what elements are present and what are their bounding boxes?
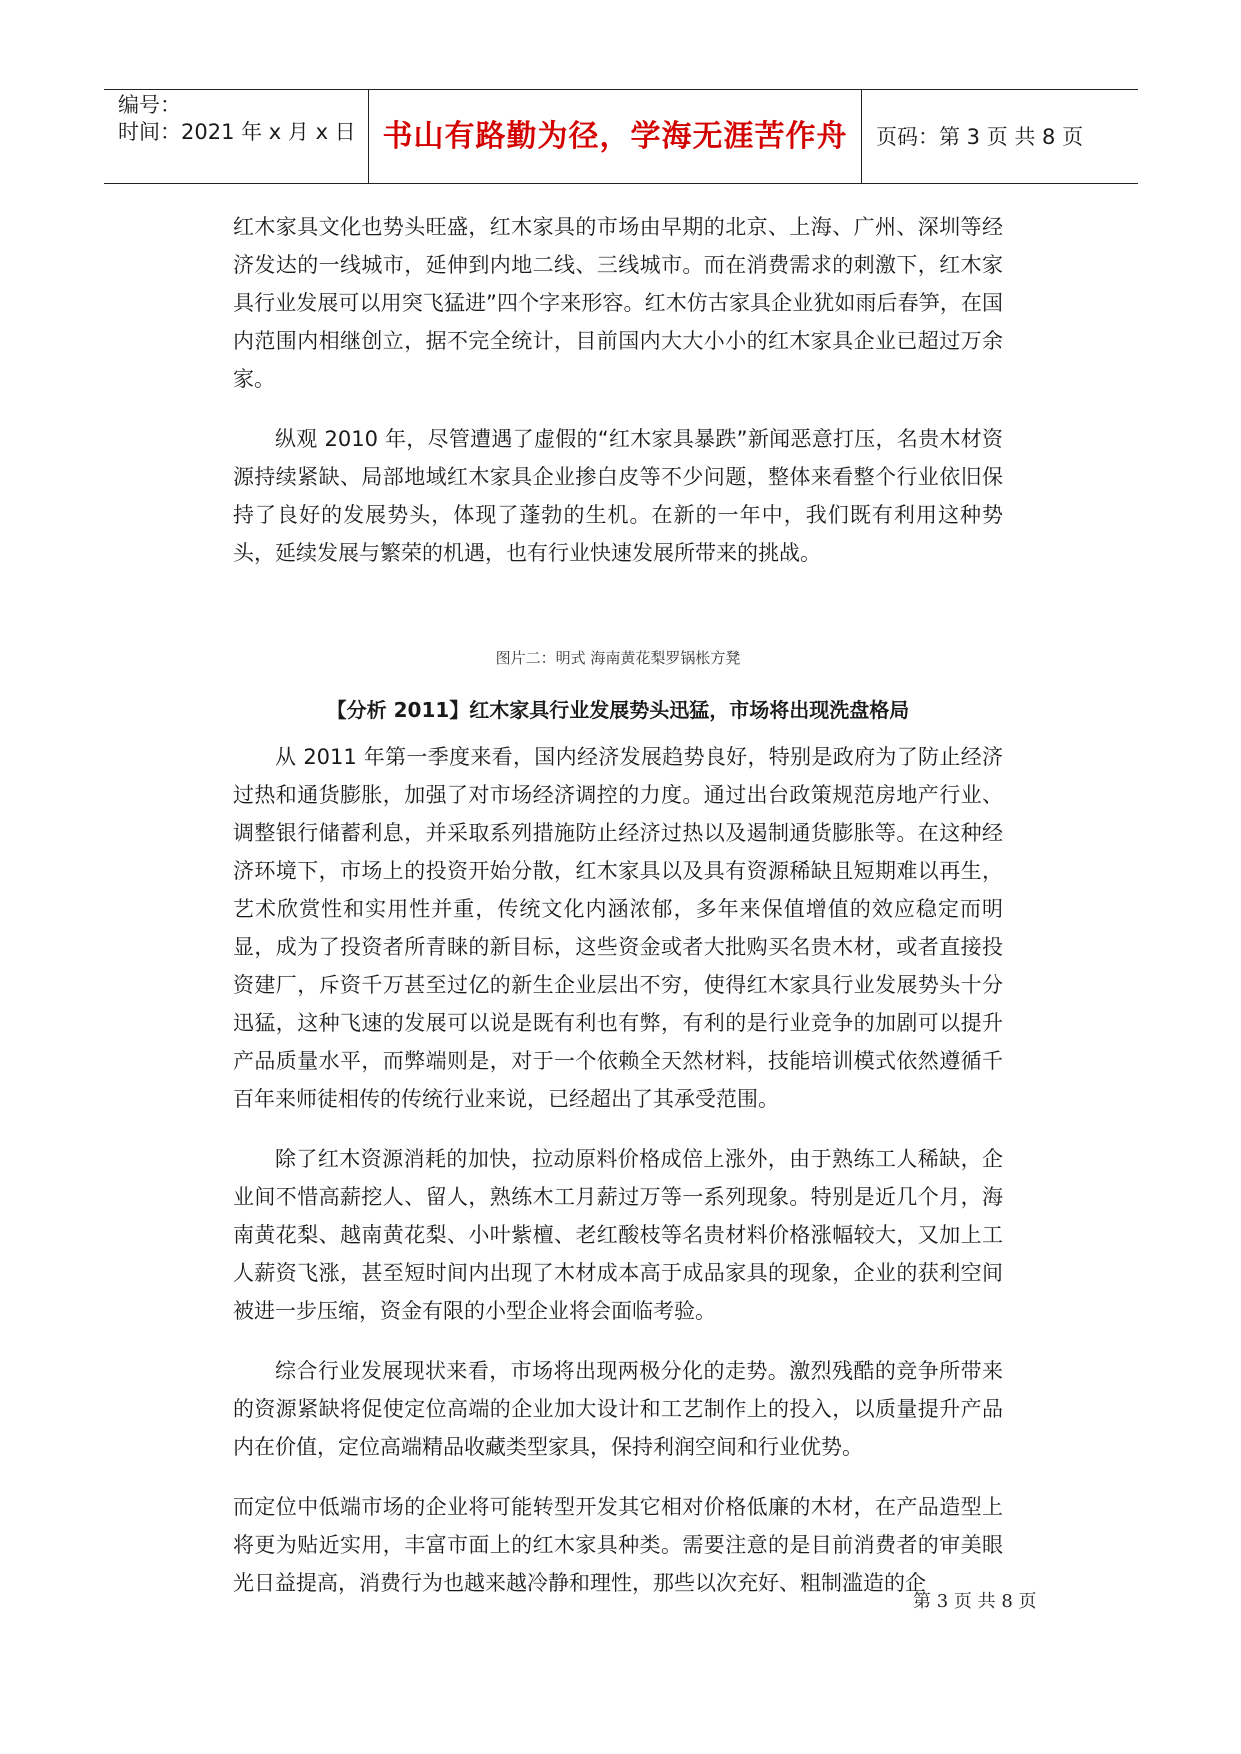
document-number-label: 编号： — [118, 93, 181, 117]
header-meta-cell — [104, 90, 368, 183]
page-header — [104, 89, 1138, 184]
paragraph: 红木家具文化也势头旺盛，红木家具的市场由早期的北京、上海、广州、深圳等经济发达的一线城市，延伸到内地二线、三线城市。而在消费需求的刺激下，红木家具行业发展可以用突飞猛进”四个字来形容。红木仿古家具企业犹如雨后春笋，在国内范围内相继创立，据不完全统计，目前国内大大小小的红木家具企业已超过万余家。 — [233, 215, 1003, 391]
header-motto-cell — [368, 90, 862, 183]
image-caption: 图片二：明式 海南黄花梨罗锅枨方凳 — [495, 649, 741, 667]
header-page-cell — [862, 90, 1138, 183]
paragraph: 纵观 2010 年，尽管遭遇了虚假的“红木家具暴跌”新闻恶意打压，名贵木材资源持续紧缺、局部地域红木家具企业掺白皮等不少问题，整体来看整个行业依旧保持了良好的发展势头，体现了蓬勃的生机。在新的一年中，我们既有利用这种势头，延续发展与繁荣的机遇，也有行业快速发展所带来的挑战。 — [233, 427, 1003, 565]
paragraph: 从 2011 年第一季度来看，国内经济发展趋势良好，特别是政府为了防止经济过热和通货膨胀，加强了对市场经济调控的力度。通过出台政策规范房地产行业、调整银行储蓄利息，并采取系列措施防止经济过热以及遏制通货膨胀等。在这种经济环境下，市场上的投资开始分散，红木家具以及具有资源稀缺且短期难以再生，艺术欣赏性和实用性并重，传统文化内涵浓郁，多年来保值增值的效应稳定而明显，成为了投资者所青睐的新目标，这些资金或者大批购买名贵木材，或者直接投资建厂，斥资千万甚至过亿的新生企业层出不穷，使得红木家具行业发展势头十分迅猛，这种飞速的发展可以说是既有利也有弊，有利的是行业竞争的加剧可以提升产品质量水平，而弊端则是，对于一个依赖全天然材料，技能培训模式依然遵循千百年来师徒相传的传统行业来说，已经超出了其承受范围。 — [233, 745, 1003, 1111]
paragraph: 除了红木资源消耗的加快，拉动原料价格成倍上涨外，由于熟练工人稀缺，企业间不惜高薪挖人、留人，熟练木工月薪过万等一系列现象。特别是近几个月，海南黄花梨、越南黄花梨、小叶紫檀、老红酸枝等名贵材料价格涨幅较大，又加上工人薪资飞涨，甚至短时间内出现了木材成本高于成品家具的现象，企业的获利空间被进一步压缩，资金有限的小型企业将会面临考验。 — [233, 1147, 1003, 1323]
page-footer: 第 3 页 共 8 页 — [913, 1591, 1037, 1612]
document-time-label: 时间：2021 年 x 月 x 日 — [118, 120, 356, 144]
paragraph: 而定位中低端市场的企业将可能转型开发其它相对价格低廉的木材，在产品造型上将更为贴近实用，丰富市面上的红木家具种类。需要注意的是目前消费者的审美眼光日益提高，消费行为也越来越冷静和理性，那些以次充好、粗制滥造的企 — [233, 1495, 1003, 1595]
body-text-top — [233, 208, 1003, 572]
paragraph: 综合行业发展现状来看，市场将出现两极分化的走势。激烈残酷的竞争所带来的资源紧缺将促使定位高端的企业加大设计和工艺制作上的投入，以质量提升产品内在价值，定位高端精品收藏类型家具，保持利润空间和行业优势。 — [233, 1359, 1003, 1459]
section-heading: 【分析 2011】红木家具行业发展势头迅猛，市场将出现洗盘格局 — [326, 698, 910, 722]
header-page-number: 页码：第 3 页 共 8 页 — [876, 125, 1084, 149]
header-motto: 书山有路勤为径，学海无涯苦作舟 — [382, 119, 848, 154]
body-text-bottom — [233, 738, 1003, 1602]
